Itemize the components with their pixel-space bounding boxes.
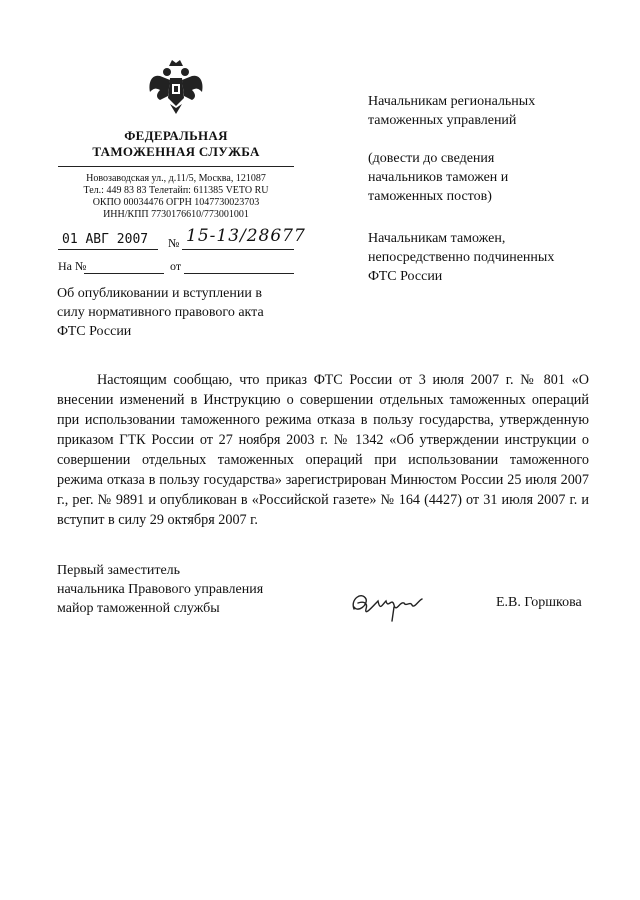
subject-line: силу нормативного правового акта [57,305,264,320]
state-emblem-icon [146,58,206,118]
letter-body: Настоящим сообщаю, что приказ ФТС России от 3 июля 2007 г. № 801 «О внесении изменений в Инструкцию о совершении отдельных таможенных операций при использовании таможенного режима отказа в пользу государства, утвержденную приказом ГТК России от 27 ноября 2003 г. № 1342 «Об утверждении инструкции о совершении отдельных таможенных операций при использовании таможенного режима отказа в пользу государства» зарегистрирован Минюстом России 25 июля 2007 г., рег. № 9891 и опубликован в «Российской газете» № 164 (4427) от 31 июля 2007 г. и вступит в силу 29 октября 2007 г. [57,372,589,528]
recipient-line: ФТС России [368,269,443,284]
incoming-number-line [84,273,164,274]
date-underline [58,249,158,250]
letterhead-divider [58,166,294,167]
letter-subject [57,284,307,341]
contact-inn: ИНН/КПП 7730176610/773001001 [103,209,249,220]
position-line: Первый заместитель [57,563,181,578]
position-line: начальника Правового управления [57,582,264,597]
incoming-number-label: На № [58,259,87,273]
contact-phone: Тел.: 449 83 83 Телетайп: 611385 VETO RU [83,185,269,196]
recipient-line: Начальникам региональных [368,94,536,109]
handwritten-signature [348,583,428,623]
recipient-line: начальников таможен и [368,170,509,185]
org-name-line2: ТАМОЖЕННАЯ СЛУЖБА [92,144,260,159]
contact-address: Новозаводская ул., д.11/5, Москва, 121087 [86,173,266,184]
incoming-date-label: от [170,259,182,273]
recipient-line: Начальникам таможен, [368,231,506,246]
recipient-line: таможенных постов) [368,189,492,204]
outgoing-date-stamp: 01 АВГ 2007 [62,232,149,247]
recipient-line: (довести до сведения [368,151,495,166]
recipients-block-1 [368,92,618,206]
subject-line: Об опубликовании и вступлении в [57,286,262,301]
position-line: майор таможенной службы [57,601,220,616]
signatory-position [57,561,263,618]
recipient-line: таможенных управлений [368,113,517,128]
contact-okpo: ОКПО 00034476 ОГРН 1047730023703 [92,197,260,208]
handwritten-outgoing-number: 15-13/28677 [186,226,306,246]
recipient-line: непосредственно подчиненных [368,250,555,265]
org-name-line1: ФЕДЕРАЛЬНАЯ [124,128,228,143]
number-label: № [168,236,180,250]
signatory-name: Е.В. Горшкова [496,595,582,610]
subject-line: ФТС России [57,324,132,339]
recipients-block-2 [368,229,618,286]
incoming-date-line [184,273,294,274]
recipient-spacer [368,130,618,149]
number-underline [182,249,294,250]
